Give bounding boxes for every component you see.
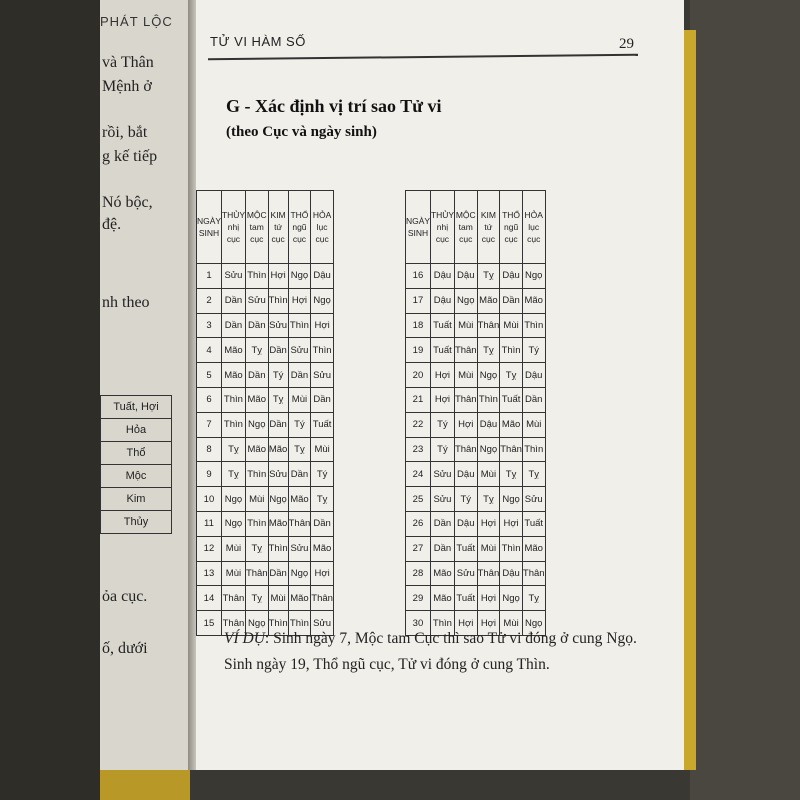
table-header-cell: HỎA lục cục — [311, 191, 334, 264]
table-row — [406, 561, 546, 586]
palace-cell: Mão — [221, 363, 245, 388]
palace-cell: Dần — [268, 412, 288, 437]
palace-cell: Thìn — [500, 536, 523, 561]
palace-cell: Mão — [245, 437, 268, 462]
palace-cell: Hợi — [288, 288, 311, 313]
table-header-cell: HỎA lục cục — [522, 191, 545, 264]
palace-cell: Tỵ — [477, 338, 500, 363]
palace-cell: Mão — [245, 387, 268, 412]
left-page-fragment: ỏa cục. — [102, 588, 148, 605]
palace-cell: Tỵ — [245, 586, 268, 611]
day-cell: 4 — [197, 338, 222, 363]
palace-cell: Mùi — [221, 536, 245, 561]
palace-cell: Tỵ — [500, 363, 523, 388]
palace-cell: Tỵ — [522, 586, 545, 611]
palace-cell: Sửu — [221, 264, 245, 289]
table-row — [406, 487, 546, 512]
palace-cell: Tỵ — [268, 387, 288, 412]
palace-cell: Tuất — [430, 313, 454, 338]
left-page-fragment: nh theo — [102, 294, 150, 311]
table-row — [197, 288, 334, 313]
table-header-cell: KIM tứ cục — [268, 191, 288, 264]
palace-cell: Dậu — [454, 264, 477, 289]
table-row — [197, 387, 334, 412]
palace-cell: Dần — [221, 313, 245, 338]
palace-cell: Dần — [221, 288, 245, 313]
day-cell: 3 — [197, 313, 222, 338]
palace-cell: Dần — [430, 511, 454, 536]
palace-cell: Dậu — [311, 264, 334, 289]
palace-cell: Tuất — [454, 536, 477, 561]
palace-cell: Tỵ — [477, 264, 500, 289]
palace-cell: Dần — [288, 462, 311, 487]
left-page-table — [100, 395, 172, 534]
palace-cell: Thìn — [522, 437, 545, 462]
table-row — [197, 462, 334, 487]
day-cell: 19 — [406, 338, 431, 363]
palace-cell: Sửu — [430, 462, 454, 487]
table-header-cell: THỔ ngũ cục — [500, 191, 523, 264]
running-head: TỬ VI HÀM SỐ — [210, 34, 306, 49]
palace-cell: Ngọ — [500, 586, 523, 611]
palace-cell: Dần — [522, 387, 545, 412]
left-page-fragment: đệ. — [102, 216, 122, 233]
palace-cell: Ngọ — [522, 264, 545, 289]
palace-cell: Tuất — [522, 511, 545, 536]
palace-cell: Thân — [454, 437, 477, 462]
palace-cell: Thân — [454, 338, 477, 363]
palace-cell: Tỵ — [221, 462, 245, 487]
palace-cell: Mùi — [477, 536, 500, 561]
left-page-fragment: Mệnh ở — [102, 78, 152, 95]
palace-cell: Tý — [522, 338, 545, 363]
table-header-row — [197, 191, 334, 264]
palace-cell: Tỵ — [288, 437, 311, 462]
palace-cell: Thân — [477, 313, 500, 338]
table-row — [197, 338, 334, 363]
palace-cell: Dần — [268, 338, 288, 363]
left-page-fragment: g kế tiếp — [102, 148, 158, 165]
left-page-fragment: Nó bộc, — [102, 194, 153, 211]
day-cell: 15 — [197, 611, 222, 636]
palace-cell: Thìn — [288, 313, 311, 338]
left-page-header: PHÁT LỘC — [100, 14, 173, 29]
palace-cell: Tý — [268, 363, 288, 388]
day-cell: 6 — [197, 387, 222, 412]
day-cell: 1 — [197, 264, 222, 289]
palace-cell: Mão — [522, 288, 545, 313]
table-row — [197, 363, 334, 388]
day-cell: 12 — [197, 536, 222, 561]
palace-cell: Hợi — [268, 264, 288, 289]
palace-cell: Mùi — [477, 462, 500, 487]
left-table-cell: Hỏa — [101, 419, 172, 442]
table-header-cell: MỘC tam cục — [454, 191, 477, 264]
table-header-cell: THỦY nhị cục — [430, 191, 454, 264]
left-table-cell: Kim — [101, 488, 172, 511]
palace-cell: Tý — [430, 437, 454, 462]
table-row — [197, 437, 334, 462]
table-row — [197, 511, 334, 536]
palace-cell: Ngọ — [268, 487, 288, 512]
day-cell: 2 — [197, 288, 222, 313]
palace-cell: Sửu — [245, 288, 268, 313]
left-page-fragment: và Thân — [102, 54, 154, 71]
left-page-fragment: ố, dưới — [102, 640, 148, 657]
palace-cell: Tuất — [454, 586, 477, 611]
palace-cell: Thân — [500, 437, 523, 462]
table-row — [406, 264, 546, 289]
palace-cell: Hợi — [430, 363, 454, 388]
day-cell: 9 — [197, 462, 222, 487]
palace-cell: Thìn — [245, 511, 268, 536]
day-cell: 21 — [406, 387, 431, 412]
table-row — [406, 586, 546, 611]
palace-cell: Thìn — [522, 313, 545, 338]
palace-cell: Hợi — [477, 511, 500, 536]
example-label: VÍ DỤ — [224, 630, 265, 647]
table-row — [197, 561, 334, 586]
left-table-cell: Mộc — [101, 465, 172, 488]
palace-cell: Ngọ — [454, 288, 477, 313]
table-row — [406, 288, 546, 313]
palace-cell: Ngọ — [245, 611, 268, 636]
palace-cell: Dậu — [430, 264, 454, 289]
palace-cell: Thìn — [477, 387, 500, 412]
table-row — [197, 586, 334, 611]
palace-cell: Tỵ — [245, 536, 268, 561]
palace-cell: Ngọ — [500, 487, 523, 512]
desk-background-left — [0, 0, 100, 800]
day-cell: 16 — [406, 264, 431, 289]
left-table-cell: Thổ — [101, 442, 172, 465]
day-cell: 13 — [197, 561, 222, 586]
palace-cell: Tý — [430, 412, 454, 437]
palace-cell: Dần — [311, 387, 334, 412]
palace-cell: Hợi — [430, 387, 454, 412]
palace-cell: Thìn — [245, 462, 268, 487]
section-subtitle: (theo Cục và ngày sinh) — [226, 124, 377, 140]
palace-cell: Ngọ — [522, 611, 545, 636]
palace-cell: Mão — [268, 511, 288, 536]
palace-cell: Thìn — [221, 387, 245, 412]
table-row — [197, 536, 334, 561]
example-paragraph — [224, 626, 654, 678]
palace-cell: Thìn — [268, 611, 288, 636]
palace-cell: Mùi — [454, 363, 477, 388]
palace-cell: Thân — [245, 561, 268, 586]
palace-cell: Mão — [430, 586, 454, 611]
palace-cell: Ngọ — [288, 264, 311, 289]
palace-cell: Tý — [288, 412, 311, 437]
palace-cell: Hợi — [311, 313, 334, 338]
book-gutter — [188, 0, 196, 770]
page-number: 29 — [619, 36, 634, 52]
palace-cell: Sửu — [311, 611, 334, 636]
table-left-half — [196, 190, 334, 636]
palace-cell: Thìn — [430, 611, 454, 636]
day-cell: 24 — [406, 462, 431, 487]
table-row — [197, 412, 334, 437]
day-cell: 23 — [406, 437, 431, 462]
palace-cell: Mão — [430, 561, 454, 586]
palace-cell: Sửu — [268, 313, 288, 338]
palace-cell: Dần — [245, 313, 268, 338]
palace-cell: Mão — [311, 536, 334, 561]
table-row — [406, 462, 546, 487]
day-cell: 14 — [197, 586, 222, 611]
palace-cell: Sửu — [288, 536, 311, 561]
palace-cell: Tuất — [311, 412, 334, 437]
palace-cell: Mão — [522, 536, 545, 561]
day-cell: 22 — [406, 412, 431, 437]
palace-cell: Tỵ — [311, 487, 334, 512]
day-cell: 26 — [406, 511, 431, 536]
table-header-cell: NGÀY SINH — [197, 191, 222, 264]
table-header-cell: MỘC tam cục — [245, 191, 268, 264]
palace-cell: Mão — [268, 437, 288, 462]
palace-cell: Ngọ — [311, 288, 334, 313]
palace-cell: Mùi — [288, 387, 311, 412]
palace-cell: Sửu — [288, 338, 311, 363]
palace-cell: Mão — [500, 412, 523, 437]
header-rule — [208, 54, 638, 61]
palace-cell: Dậu — [477, 412, 500, 437]
palace-cell: Dần — [500, 288, 523, 313]
palace-cell: Ngọ — [477, 437, 500, 462]
palace-cell: Thìn — [500, 338, 523, 363]
palace-cell: Thân — [288, 511, 311, 536]
palace-cell: Tỵ — [477, 487, 500, 512]
palace-cell: Thìn — [268, 536, 288, 561]
palace-cell: Hợi — [477, 586, 500, 611]
table-row — [406, 536, 546, 561]
palace-cell: Mão — [221, 338, 245, 363]
day-cell: 18 — [406, 313, 431, 338]
table-header-cell: KIM tứ cục — [477, 191, 500, 264]
left-table-cell: Thủy — [101, 511, 172, 534]
palace-cell: Thân — [522, 561, 545, 586]
left-page — [100, 0, 188, 770]
palace-cell: Sửu — [311, 363, 334, 388]
palace-cell: Dậu — [522, 363, 545, 388]
palace-cell: Dần — [268, 561, 288, 586]
palace-cell: Mùi — [500, 313, 523, 338]
palace-cell: Thân — [221, 611, 245, 636]
palace-cell: Dậu — [430, 288, 454, 313]
day-cell: 28 — [406, 561, 431, 586]
palace-cell: Hợi — [500, 511, 523, 536]
palace-cell: Mão — [288, 487, 311, 512]
palace-cell: Ngọ — [221, 511, 245, 536]
table-header-row — [406, 191, 546, 264]
day-cell: 29 — [406, 586, 431, 611]
table-row — [406, 412, 546, 437]
table-right-half — [405, 190, 546, 636]
table-header-cell: THỦY nhị cục — [221, 191, 245, 264]
day-cell: 20 — [406, 363, 431, 388]
palace-cell: Tý — [454, 487, 477, 512]
table-row — [406, 511, 546, 536]
palace-cell: Mão — [288, 586, 311, 611]
book-cover-edge — [684, 30, 696, 770]
palace-cell: Dần — [245, 363, 268, 388]
day-cell: 30 — [406, 611, 431, 636]
palace-cell: Dậu — [500, 264, 523, 289]
right-page — [196, 0, 684, 770]
left-table-cell: Tuất, Hợi — [101, 396, 172, 419]
palace-cell: Thìn — [311, 338, 334, 363]
palace-cell: Mùi — [454, 313, 477, 338]
palace-cell: Thân — [311, 586, 334, 611]
palace-cell: Tỵ — [522, 462, 545, 487]
table-row — [406, 437, 546, 462]
palace-cell: Thân — [221, 586, 245, 611]
palace-cell: Dậu — [454, 511, 477, 536]
example-text: : Sinh ngày 7, Mộc tam Cục thì sao Tử vi đóng ở cung Ngọ. Sinh ngày 19, Thổ ngũ cục, Tử vi đóng ở cung Thìn. — [224, 630, 637, 673]
palace-cell: Ngọ — [221, 487, 245, 512]
day-cell: 7 — [197, 412, 222, 437]
palace-cell: Ngọ — [288, 561, 311, 586]
palace-cell: Mùi — [500, 611, 523, 636]
palace-cell: Sửu — [522, 487, 545, 512]
palace-cell: Ngọ — [245, 412, 268, 437]
desk-background-right — [690, 0, 800, 800]
palace-cell: Hợi — [454, 611, 477, 636]
palace-cell: Mão — [477, 288, 500, 313]
palace-cell: Thìn — [245, 264, 268, 289]
palace-cell: Thìn — [221, 412, 245, 437]
table-row — [197, 264, 334, 289]
palace-cell: Thìn — [268, 288, 288, 313]
palace-cell: Sửu — [430, 487, 454, 512]
table-row — [406, 387, 546, 412]
palace-cell: Tý — [311, 462, 334, 487]
palace-cell: Tỵ — [245, 338, 268, 363]
palace-cell: Tuất — [500, 387, 523, 412]
palace-cell: Tỵ — [221, 437, 245, 462]
day-cell: 8 — [197, 437, 222, 462]
palace-cell: Dần — [311, 511, 334, 536]
palace-cell: Dậu — [500, 561, 523, 586]
table-header-cell: NGÀY SINH — [406, 191, 431, 264]
palace-cell: Dần — [430, 536, 454, 561]
palace-cell: Mùi — [268, 586, 288, 611]
table-row — [406, 363, 546, 388]
palace-cell: Sửu — [268, 462, 288, 487]
palace-cell: Tuất — [430, 338, 454, 363]
palace-cell: Ngọ — [477, 363, 500, 388]
day-cell: 27 — [406, 536, 431, 561]
day-cell: 25 — [406, 487, 431, 512]
palace-cell: Mùi — [522, 412, 545, 437]
palace-cell: Mùi — [221, 561, 245, 586]
day-cell: 10 — [197, 487, 222, 512]
table-row — [197, 313, 334, 338]
palace-cell: Thân — [477, 561, 500, 586]
palace-cell: Dần — [288, 363, 311, 388]
palace-cell: Thìn — [288, 611, 311, 636]
table-row — [406, 313, 546, 338]
palace-cell: Hợi — [477, 611, 500, 636]
palace-cell: Hợi — [454, 412, 477, 437]
day-cell: 11 — [197, 511, 222, 536]
palace-cell: Thân — [454, 387, 477, 412]
day-cell: 5 — [197, 363, 222, 388]
palace-cell: Hợi — [311, 561, 334, 586]
day-cell: 17 — [406, 288, 431, 313]
left-page-fragment: rồi, bắt — [102, 124, 148, 141]
palace-cell: Sửu — [454, 561, 477, 586]
palace-cell: Tỵ — [500, 462, 523, 487]
palace-cell: Mùi — [311, 437, 334, 462]
palace-cell: Dậu — [454, 462, 477, 487]
table-row — [197, 487, 334, 512]
section-title: G - Xác định vị trí sao Tử vi — [226, 96, 442, 116]
table-row — [406, 338, 546, 363]
table-header-cell: THỔ ngũ cục — [288, 191, 311, 264]
palace-cell: Mùi — [245, 487, 268, 512]
